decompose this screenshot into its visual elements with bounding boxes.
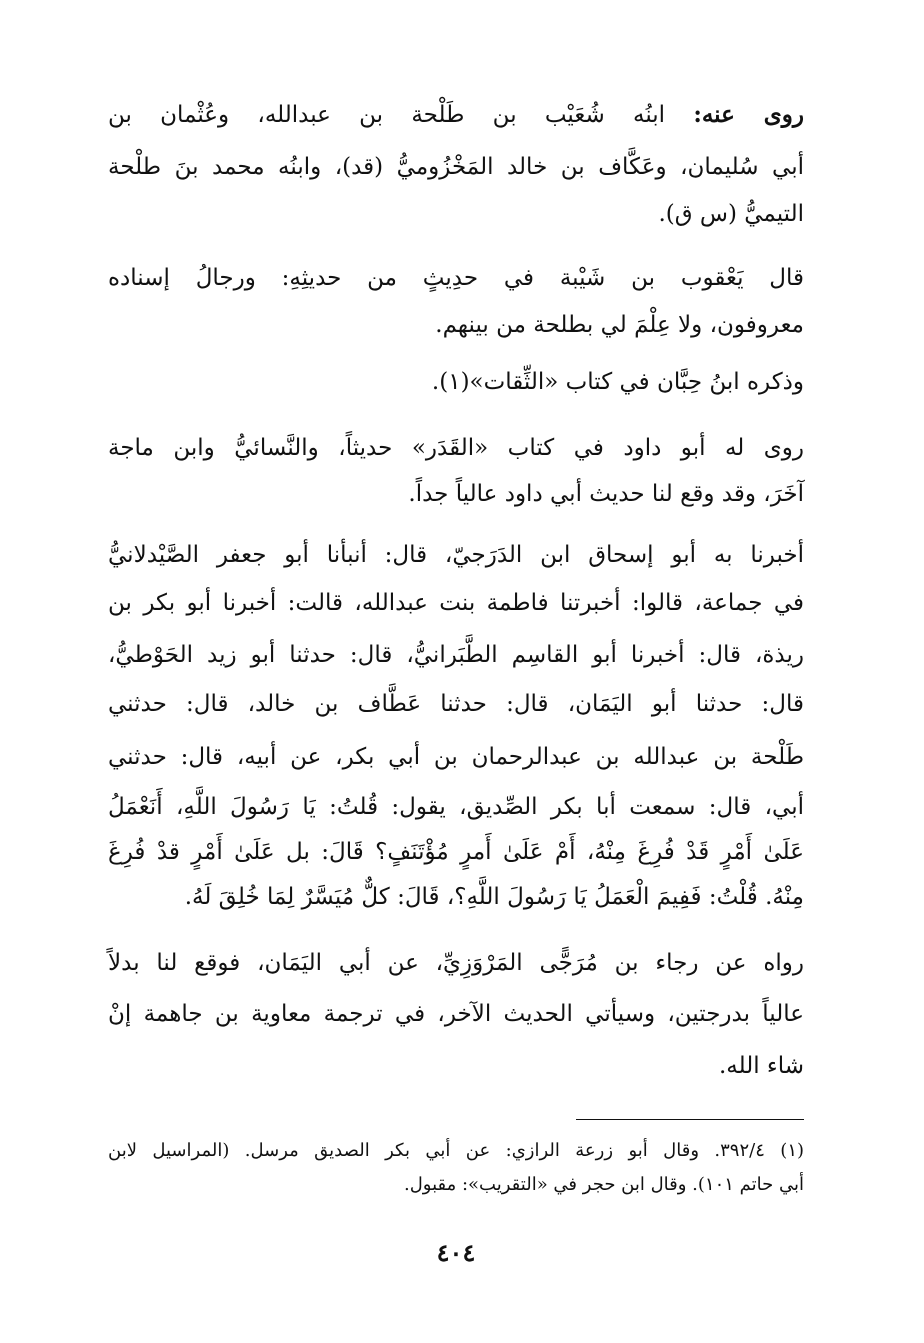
paragraph-6-line-1: رواه عن رجاء بن مُرَجًّى المَرْوَزِيِّ، عن أبي اليَمَان، فوقع لنا بدلاً	[108, 950, 804, 976]
paragraph-5-line-2: في جماعة، قالوا: أخبرتنا فاطمة بنت عبدالله، قالت: أخبرنا أبو بكر بن	[108, 590, 804, 616]
entry-lead: روى عنه:	[693, 101, 804, 128]
paragraph-1-line-3: التيميُّ (س ق).	[658, 201, 804, 227]
paragraph-1-line-1-text: ابنُه شُعَيْب بن طَلْحة بن عبدالله، وعُثْمان بن	[108, 102, 694, 128]
paragraph-6-line-2: عالياً بدرجتين، وسيأتي الحديث الآخر، في ترجمة معاوية بن جاهمة إنْ	[108, 1001, 804, 1027]
footnote-divider	[576, 1119, 804, 1120]
paragraph-5-line-7: عَلَىٰ أَمْرٍ قَدْ فُرِغَ مِنْهُ، أَمْ عَلَىٰ أَمرٍ مُؤْتَنَفٍ؟ قَالَ: بل عَلَىٰ أَمْرٍ قدْ فُرِغَ	[108, 839, 804, 865]
footnote-line-1: (١) ٣٩٢/٤. وقال أبو زرعة الرازي: عن أبي بكر الصديق مرسل. (المراسيل لابن	[108, 1140, 805, 1161]
footnote-line-2: أبي حاتم ١٠١). وقال ابن حجر في «التقريب»: مقبول.	[403, 1174, 804, 1195]
paragraph-5-line-3: ريذة، قال: أخبرنا أبو القاسِم الطَّبَرانيُّ، قال: حدثنا أبو زيد الحَوْطيُّ،	[108, 642, 804, 668]
paragraph-4-line-2: آخَرَ، وقد وقع لنا حديث أبي داود عالياً جداً.	[408, 481, 804, 507]
page-number: ٤٠٤	[436, 1238, 476, 1267]
paragraph-5-line-4: قال: حدثنا أبو اليَمَان، قال: حدثنا عَطَّاف بن خالد، قال: حدثني	[108, 691, 804, 717]
paragraph-1-line-1	[108, 95, 804, 135]
paragraph-5-line-8: مِنْهُ. قُلْتُ: فَفِيمَ الْعَمَلُ يَا رَسُولَ اللَّهِ؟، قَالَ: كلٌّ مُيَسَّرٌ لِمَا خُلِقَ لَهُ.	[184, 884, 804, 910]
paragraph-5-line-5: طَلْحة بن عبدالله بن عبدالرحمان بن أبي بكر، عن أبيه، قال: حدثني	[108, 744, 804, 770]
paragraph-3-line-1: وذكره ابنُ حِبَّان في كتاب «الثِّقات»(١).	[431, 369, 804, 395]
page-body	[108, 0, 804, 1343]
paragraph-2-line-2: معروفون، ولا عِلْمَ لي بطلحة من بينهم.	[435, 312, 804, 338]
paragraph-4-line-1: روى له أبو داود في كتاب «القَدَر» حديثاً، والنَّسائيُّ وابن ماجة	[108, 435, 804, 461]
paragraph-1-line-2: أبي سُليمان، وعَكَّاف بن خالد المَخْزُوميُّ (قد)، وابنُه محمد بنَ طلْحة	[108, 154, 804, 180]
paragraph-2-line-1: قال يَعْقوب بن شَيْبة في حدِيثٍ من حديثِهِ: ورجالُ إسناده	[108, 265, 804, 291]
paragraph-6-line-3: شاء الله.	[718, 1053, 804, 1079]
paragraph-5-line-1: أخبرنا به أبو إسحاق ابن الدَرَجيّ، قال: أنبأنا أبو جعفر الصَّيْدلانيُّ	[108, 542, 804, 568]
paragraph-5-line-6: أبي، قال: سمعت أبا بكر الصِّديق، يقول: قُلتُ: يَا رَسُولَ اللَّهِ، أَنَعْمَلُ	[108, 794, 804, 820]
